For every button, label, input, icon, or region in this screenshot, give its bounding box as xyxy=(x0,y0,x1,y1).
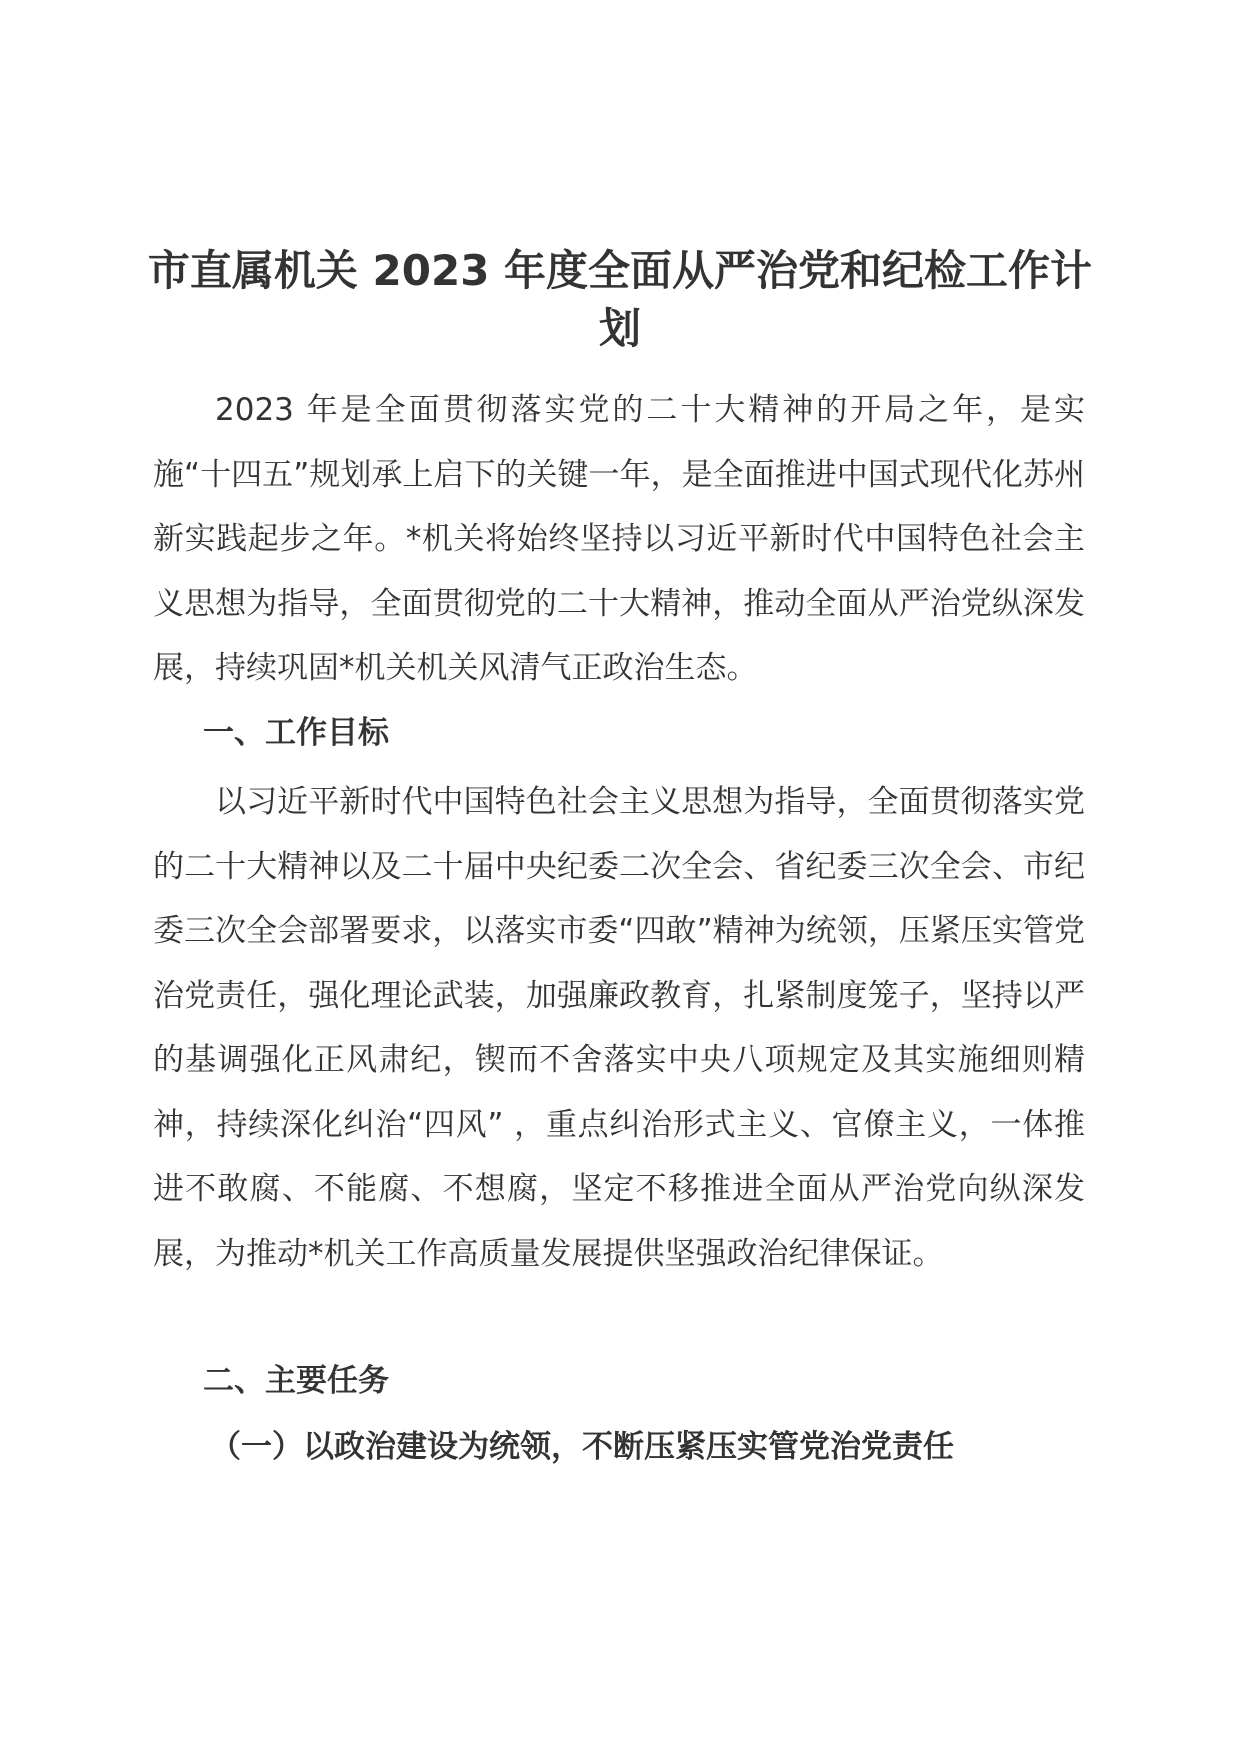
intro-paragraph: 2023 年是全面贯彻落实党的二十大精神的开局之年，是实施“十四五”规划承上启下的关键一年，是全面推进中国式现代化苏州新实践起步之年。*机关将始终坚持以习近平新时代中国特色社会主义思想为指导，全面贯彻党的二十大精神，推动全面从严治党纵深发展，持续巩固*机关机关风清气正政治生态。 xyxy=(153,392,1085,686)
document-title: 市直属机关 2023 年度全面从严治党和纪检工作计划 xyxy=(147,246,1093,353)
subsection-heading-political-construction: （一）以政治建设为统领，不断压紧压实管党治党责任 xyxy=(210,1429,954,1465)
work-goals-paragraph: 以习近平新时代中国特色社会主义思想为指导，全面贯彻落实党的二十大精神以及二十届中央纪委二次全会、省纪委三次全会、市纪委三次全会部署要求，以落实市委“四敢”精神为统领，压紧压实管党治党责任，强化理论武装，加强廉政教育，扎紧制度笼子，坚持以严的基调强化正风肃纪，锲而不舍落实中央八项规定及其实施细则精神，持续深化纠治“四风” ，重点纠治形式主义、官僚主义，一体推进不敢腐、不能腐、不想腐，坚定不移推进全面从严治党向纵深发展，为推动*机关工作高质量发展提供坚强政治纪律保证。 xyxy=(153,784,1085,1272)
section-heading-main-tasks: 二、主要任务 xyxy=(203,1363,389,1399)
section-heading-work-goals: 一、工作目标 xyxy=(203,715,389,751)
